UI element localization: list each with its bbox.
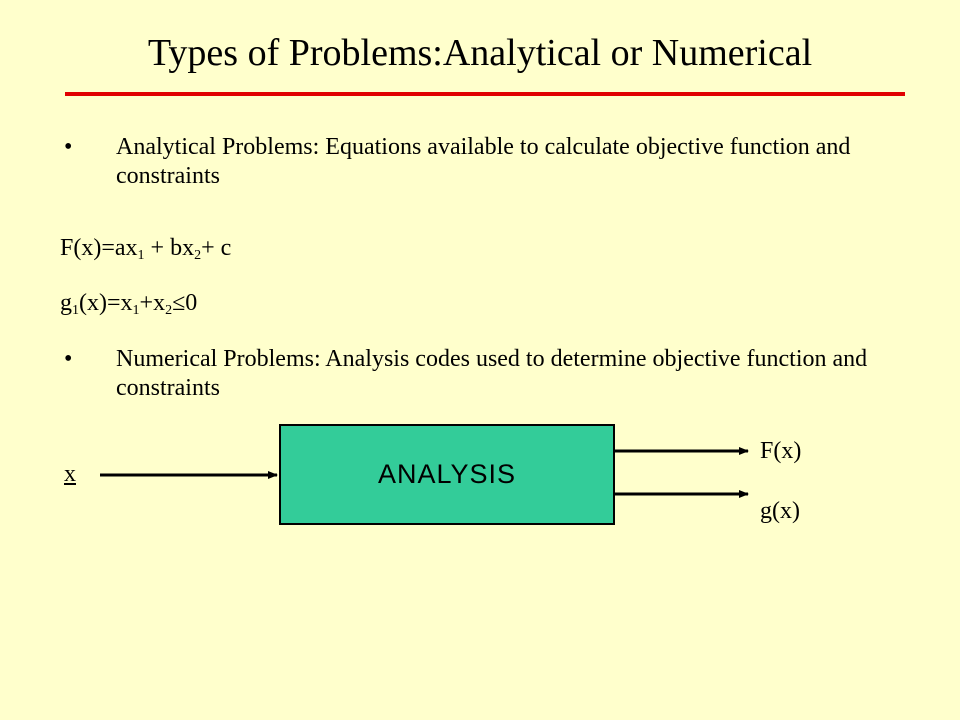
output-label-g: g(x) — [760, 498, 800, 524]
bullet-dot: • — [64, 346, 73, 372]
eq-part: + c — [201, 235, 232, 261]
bullet-text: Analytical Problems: Equations available to calculate objective function and constraints — [116, 134, 851, 189]
eq-part: F(x)=ax — [60, 235, 138, 261]
eq-subscript: 2 — [165, 303, 173, 318]
analysis-box-label: ANALYSIS — [377, 459, 517, 489]
eq-subscript: 1 — [72, 303, 79, 318]
input-label: x — [64, 461, 76, 487]
eq-part: g — [60, 290, 72, 316]
bullet-text: Numerical Problems: Analysis codes used to determine objective function and constraints — [116, 346, 868, 401]
eq-subscript: 2 — [194, 248, 202, 263]
eq-part: (x)=x — [79, 290, 133, 316]
eq-subscript: 1 — [132, 303, 140, 318]
eq-subscript: 1 — [137, 248, 145, 263]
eq-part: ≤0 — [172, 290, 198, 316]
analysis-box — [279, 424, 615, 525]
bullet-dot: • — [64, 134, 73, 160]
output-label-f: F(x) — [760, 438, 802, 464]
slide-title: Types of Problems:Analytical or Numerical — [147, 32, 813, 74]
eq-part: + bx — [144, 235, 195, 261]
eq-part: +x — [139, 290, 166, 316]
